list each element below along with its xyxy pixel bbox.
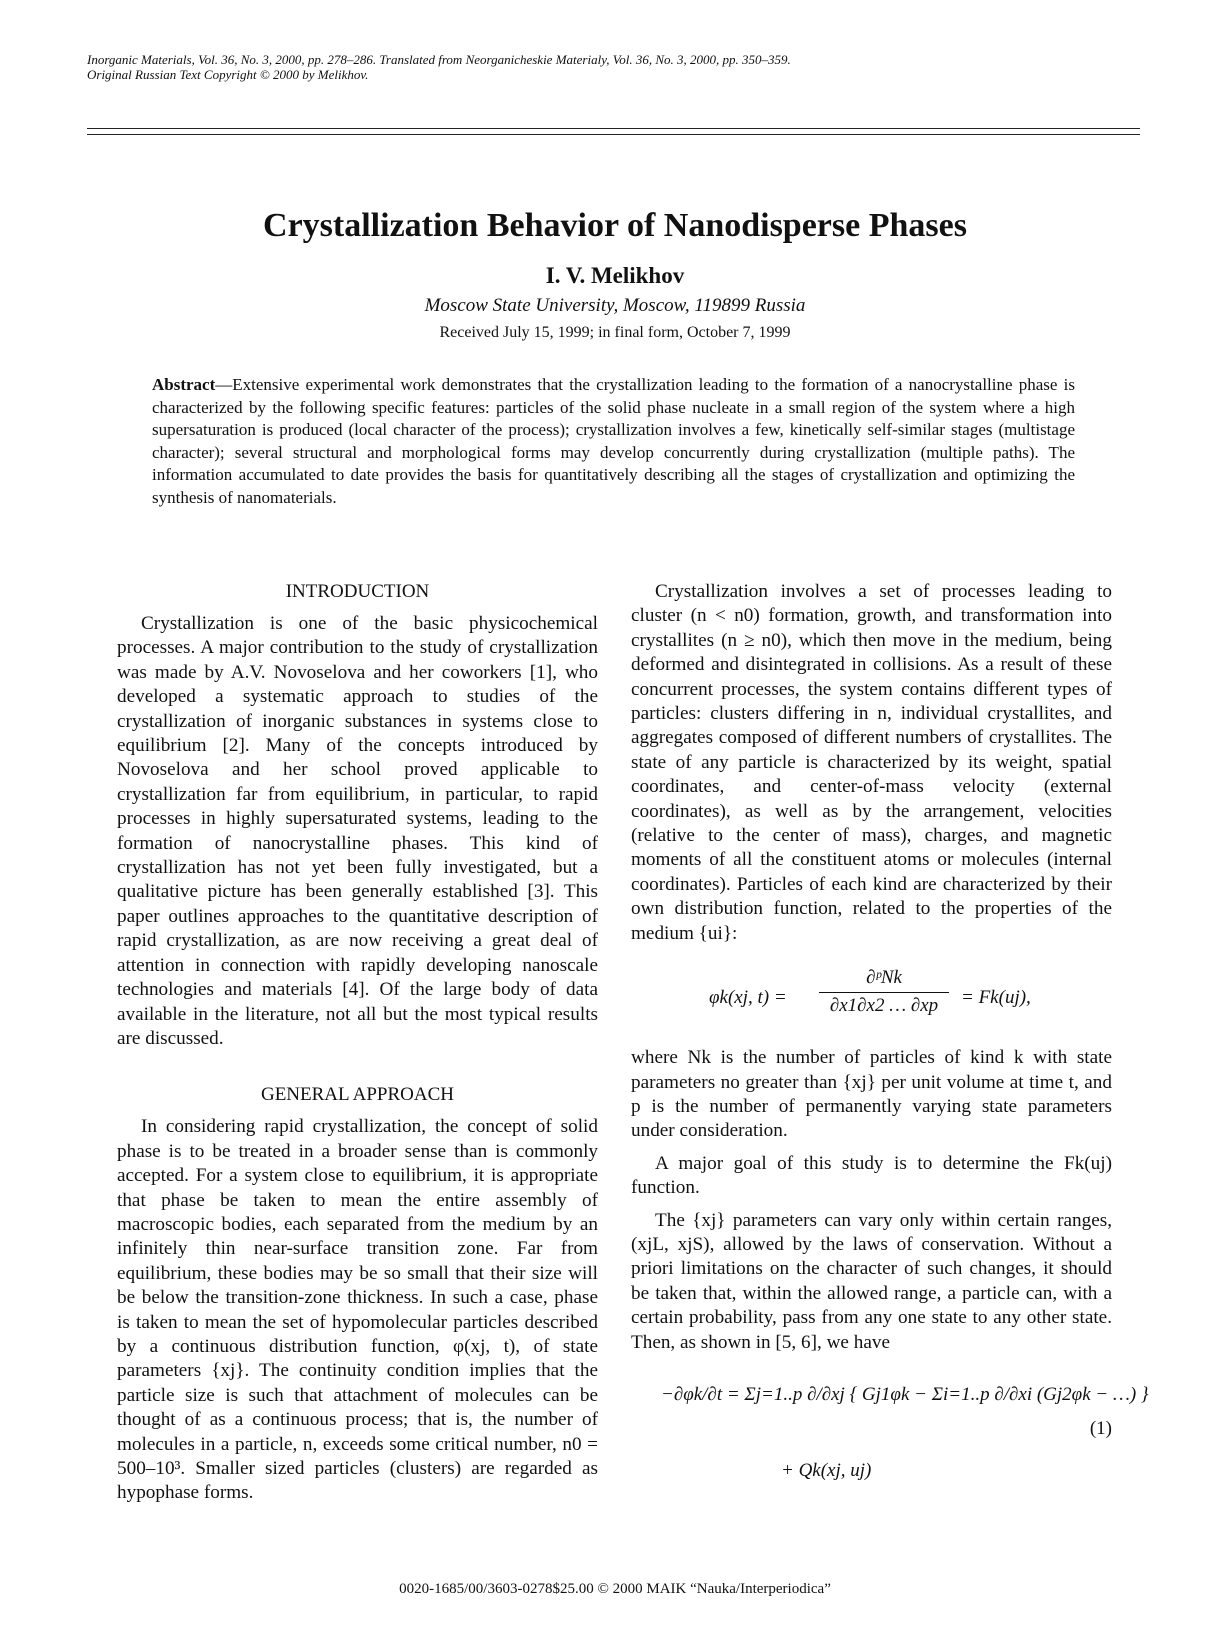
introduction-heading: INTRODUCTION [285, 581, 430, 602]
author-name: I. V. Melikhov [545, 263, 685, 288]
header-rule-bottom [87, 134, 1140, 135]
journal-reference-line-2: Original Russian Text Copyright © 2000 by Melikhov. [87, 67, 369, 82]
equation-lhs: φk(xj, t) = [709, 987, 787, 1009]
journal-reference [87, 52, 1137, 82]
right-column [631, 580, 1149, 1489]
distribution-function-equation [631, 964, 1112, 1030]
abstract-label: Abstract [152, 375, 216, 394]
copyright-footer: 0020-1685/00/3603-0278$25.00 © 2000 MAIK “Nauka/Interperiodica” [399, 1581, 831, 1597]
general-approach-paragraph: In considering rapid crystallization, the concept of solid phase is to be treated in a broader sense than is commonly accepted. For a system close to equilibrium, it is appropriate that phase be taken to mean the entire assembly of macroscopic bodies, each separated from the medium by an infinitely thin near-surface transition zone. Far from equilibrium, these bodies may be so small that their size will be below the transition-zone thickness. In such a case, phase is taken to mean the set of hypomolecular particles described by a continuous distribution function, φ(xj, t), of state parameters {xj}. The continuity condition implies that the particle size is such that attachment of molecules can be thought of as a continuous process; that is, the number of molecules in a particle, n, exceeds some critical number, n0 = 500–10³. Smaller sized particles (clusters) are regarded as hypophase forms. [117, 1116, 598, 1504]
equation-1-number: (1) [1089, 1417, 1112, 1439]
equation-1-tail: + Qk(xj, uj) [781, 1459, 872, 1481]
equation-1 [631, 1369, 1149, 1489]
right-paragraph-2: where Nk is the number of particles of kind k with state parameters no greater than {xj} per unit volume at time t, and p is the number of permanently varying state parameters under consideration. [631, 1047, 1112, 1142]
paper-title: Crystallization Behavior of Nanodisperse Phases [263, 207, 967, 244]
abstract-text: —Extensive experimental work demonstrates that the crystallization leading to the formation of a nanocrystalline phase is characterized by the following specific features: particles of the solid phase nucleate in a small region of the system where a high supersaturation is produced (local character of the process); crystallization involves a few, kinetically self-similar stages (multistage character); several structural and morphological forms may develop concurrently during crystallization (multiple paths). The information accumulated to date provides the basis for quantitatively describing all the stages of crystallization and optimizing the synthesis of nanomaterials. [152, 375, 1075, 507]
journal-reference-line-1: Inorganic Materials, Vol. 36, No. 3, 2000, pp. 278–286. Translated from Neorganicheskie Materialy, Vol. 36, No. 3, 2000, pp. 350–359. [87, 52, 791, 67]
equation-rhs: = Fk(uj), [961, 987, 1031, 1009]
right-paragraph-3: A major goal of this study is to determine the Fk(uj) function. [631, 1152, 1112, 1199]
introduction-paragraph: Crystallization is one of the basic physicochemical processes. A major contribution to the study of crystallization was made by A.V. Novoselova and her coworkers [1], who developed a systematic approach to studies of the crystallization of inorganic substances in systems close to equilibrium [2]. Many of the concepts introduced by Novoselova and her school proved applicable to crystallization far from equilibrium, in particular, to rapid processes in highly supersaturated systems, leading to the formation of nanocrystalline phases. This kind of crystallization has not yet been fully investigated, but a qualitative picture has been generally established [3]. This paper outlines approaches to the quantitative description of rapid crystallization, as are now receiving a great deal of attention in connection with rapidly developing nanoscale technologies and materials [4]. Of the large body of data available in the literature, not all but the most typical results are discussed. [117, 613, 598, 1049]
equation-1-main: −∂φk/∂t = Σj=1..p ∂/∂xj { Gj1φk − Σi=1..p ∂/∂xi (Gj2φk − …) } [661, 1383, 1149, 1405]
received-dates: Received July 15, 1999; in final form, October 7, 1999 [439, 324, 791, 341]
equation-denominator: ∂x1∂x2 … ∂xp [829, 995, 939, 1017]
equation-numerator: ∂ᵖNk [866, 967, 902, 989]
equation-fraction [819, 964, 949, 1019]
right-paragraph-4: The {xj} parameters can vary only within certain ranges, (xjL, xjS), allowed by the laws of conservation. Without a priori limitations on the character of such changes, it should be taken that, within the allowed range, a particle can, with a certain probability, pass from any one state to any other state. Then, as shown in [5, 6], we have [631, 1209, 1112, 1353]
general-approach-heading: GENERAL APPROACH [260, 1084, 454, 1106]
abstract [152, 374, 1075, 510]
author-affiliation: Moscow State University, Moscow, 119899 Russia [424, 295, 806, 316]
right-paragraph-1: Crystallization involves a set of processes leading to cluster (n < n0) formation, growth, and transformation into crystallites (n ≥ n0), which then move in the medium, being deformed and disintegrated in collisions. As a result of these concurrent processes, the system contains different types of particles: clusters differing in n, individual crystallites, and aggregates composed of different numbers of crystallites. The state of any particle is characterized by its weight, spatial coordinates, and center-of-mass velocity (external coordinates), as well as by the arrangement, velocities (relative to the center of mass), charges, and magnetic moments of all the constituent atoms or molecules (internal coordinates). Particles of each kind are characterized by their own distribution function, related to the properties of the medium {ui}: [631, 581, 1112, 944]
left-column [117, 580, 598, 1506]
header-rule-top [87, 128, 1140, 129]
